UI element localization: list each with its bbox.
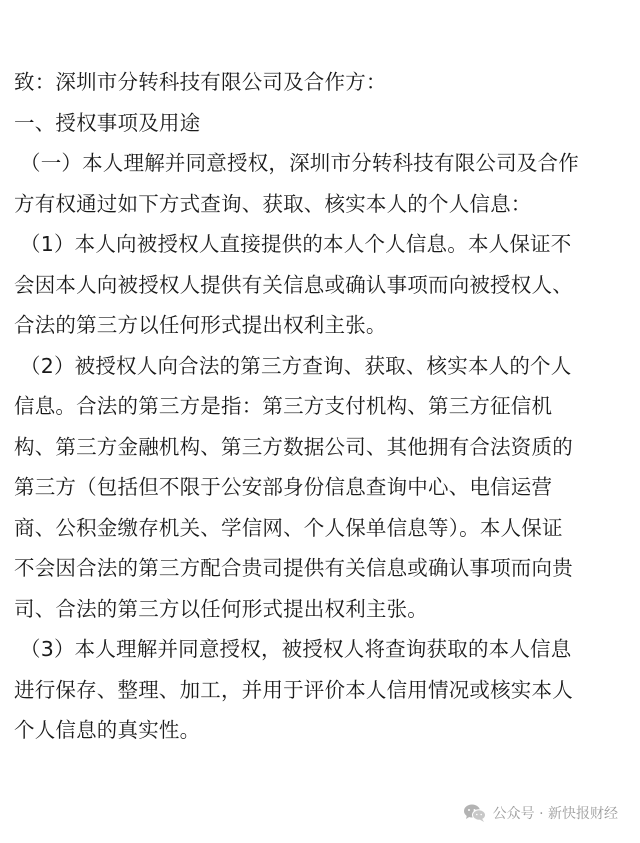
paragraph-line: 司、合法的第三方以任何形式提出权利主张。 — [14, 596, 428, 621]
paragraph-line: （2）被授权人向合法的第三方查询、获取、核实本人的个人 — [20, 353, 572, 378]
paragraph-line: 信息。合法的第三方是指：第三方支付机构、第三方征信机 — [14, 394, 553, 418]
paragraph-line: 第三方（包括但不限于公安部身份信息查询中心、电信运营 — [14, 475, 553, 499]
paragraph-line: （1）本人向被授权人直接提供的本人个人信息。本人保证不 — [20, 232, 572, 256]
paragraph-line: 个人信息的真实性。 — [14, 718, 201, 742]
section-heading: 一、授权事项及用途 — [14, 110, 201, 135]
paragraph-line: 合法的第三方以任何形式提出权利主张。 — [14, 313, 387, 337]
wechat-icon — [463, 803, 487, 823]
paragraph-line: （3）本人理解并同意授权，被授权人将查询获取的本人信息 — [20, 637, 572, 661]
paragraph-line: 不会因合法的第三方配合贵司提供有关信息或确认事项而向贵 — [14, 556, 573, 580]
paragraph-line: （一）本人理解并同意授权，深圳市分转科技有限公司及合作 — [20, 151, 579, 175]
paragraph-line: 构、第三方金融机构、第三方数据公司、其他拥有合法资质的 — [14, 434, 573, 459]
paragraph-line: 商、公积金缴存机关、学信网、个人保单信息等）。本人保证 — [14, 515, 563, 540]
paragraph-line: 会因本人向被授权人提供有关信息或确认事项而向被授权人、 — [14, 272, 573, 297]
salutation-line: 致：深圳市分转科技有限公司及合作方： — [14, 70, 387, 94]
watermark-text: 公众号 · 新快报财经 — [492, 806, 618, 822]
paragraph-line: 方有权通过如下方式查询、获取、核实本人的个人信息： — [14, 191, 532, 216]
paragraph-line: 进行保存、整理、加工，并用于评价本人信用情况或核实本人 — [14, 677, 573, 702]
watermark — [457, 797, 622, 829]
